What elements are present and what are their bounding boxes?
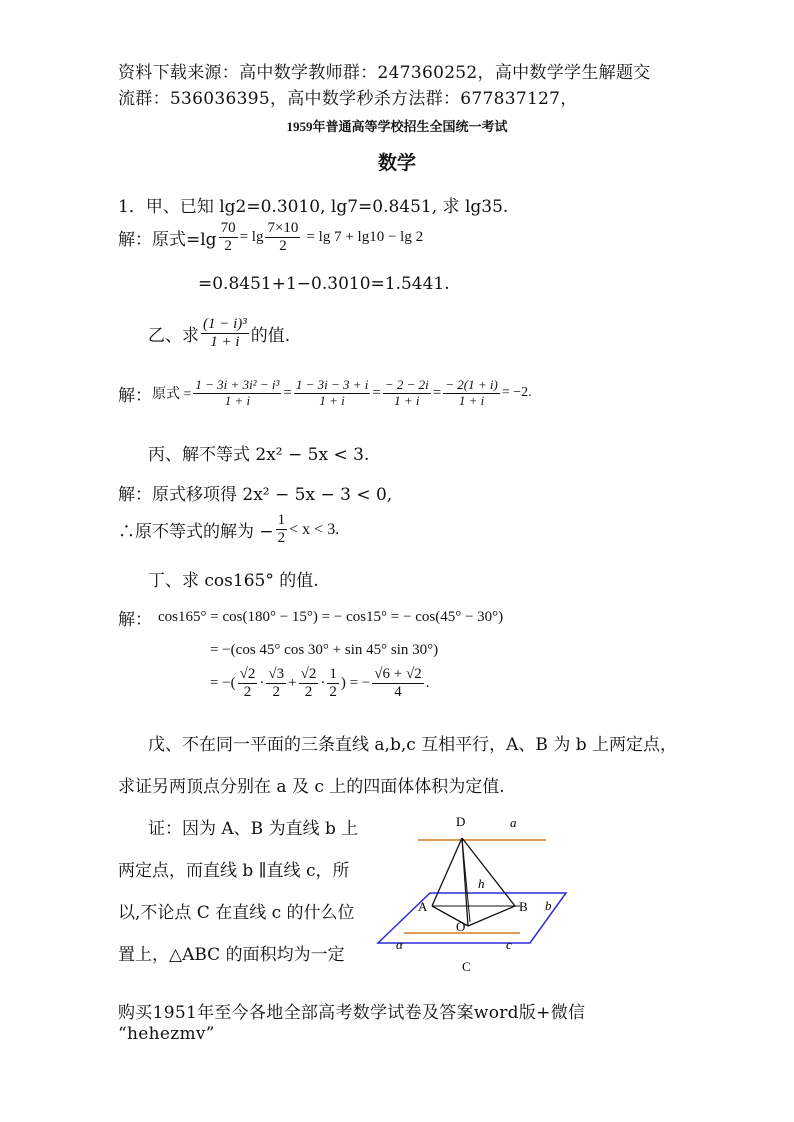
label-c: c <box>506 937 512 952</box>
label-B: B <box>519 899 528 914</box>
yi-step-2: $\frac{1 - 3i - 3 + i}{1 + i}$ <box>295 377 369 408</box>
label-a: a <box>510 815 517 830</box>
jia-fraction-2: $\frac{7\times 10}{2}$ <box>267 220 299 255</box>
label-D: D <box>456 814 466 829</box>
jia-tail: = lg 7 + lg10 − lg 2 <box>306 229 424 246</box>
q1-ding-line-1 <box>118 605 503 630</box>
solution-label: 解： <box>118 230 152 251</box>
ding-frac-s3: $\frac{√3}{2}$ <box>268 666 285 701</box>
yi-fraction: $\frac{\text{(1 − i)³}}{1 + i}$ <box>203 316 247 351</box>
height-h <box>462 838 470 922</box>
q1-ding-line-3: = −( $\frac{√2}{2}$ · $\frac{√3}{2}$ + $\frac{√2}{2}$ · $\frac{1}{2}$ ) = − $\frac{√6 + √2}{4}$ . <box>210 666 430 701</box>
yi-yuanshi: 原式 = <box>152 387 192 403</box>
yi-prefix: 乙、求 <box>148 326 199 347</box>
footer-line-2: “hehezmv” <box>118 1024 215 1044</box>
bing-conc-tail: < x < 3. <box>289 520 340 538</box>
ding-frac-half: $\frac{1}{2}$ <box>329 666 337 701</box>
label-b: b <box>545 898 552 913</box>
jia-eq-lg: = lg <box>239 229 264 246</box>
yi-step-3: $\frac{- 2 - 2i}{1 + i}$ <box>384 377 429 408</box>
edge-DB <box>462 838 515 906</box>
proof-line-2: 两定点，而直线 b ∥直线 c，所 <box>118 861 350 881</box>
proof-line-1: 证：因为 A、B 为直线 b 上 <box>148 819 359 839</box>
proof-line-3: 以,不论点 C 在直线 c 的什么位 <box>118 903 355 923</box>
yi-step-1: $\frac{\text{1 − 3i + 3i² − i³}}{1 + i}$ <box>195 377 280 408</box>
yi-step-4: $\frac{- 2(1 + i)}{1 + i}$ <box>445 377 498 408</box>
q1-ding-prompt: 丁、求 cos165° 的值. <box>148 571 319 591</box>
jia-prefix: 原式=lg <box>152 230 217 251</box>
bing-half: $\frac{1}{2}$ <box>277 512 286 547</box>
solution-label: 解： <box>118 385 152 406</box>
yi-result: = −2. <box>501 385 532 401</box>
plane-alpha <box>378 893 566 943</box>
header-line-2: 流群：536036395，高中数学秒杀方法群：677837127， <box>118 89 578 109</box>
q1-wu-line-1: 戊、不在同一平面的三条直线 a,b,c 互相平行，A、B 为 b 上两定点， <box>148 735 678 755</box>
label-h: h <box>478 876 485 891</box>
ding-frac-s2a: $\frac{√2}{2}$ <box>239 666 256 701</box>
label-A: A <box>418 899 428 914</box>
q1-jia-prompt: 1．甲、已知 lg2=0.3010, lg7=0.8451, 求 lg35. <box>118 197 509 217</box>
proof-line-4: 置上，△ABC 的面积均为一定 <box>118 945 345 965</box>
bing-sol: 原式移项得 2x² − 5x − 3 < 0, <box>152 485 393 505</box>
exam-title: 1959年普通高等学校招生全国统一考试 <box>286 119 508 134</box>
label-O: O <box>456 919 466 934</box>
q1-yi-solution: 解： 原式 = $\frac{\text{1 − 3i + 3i² − i³}}{1 + i}$ = $\frac{1 - 3i - 3 + i}{1 + i}$ = $\frac{- 2 - 2i}{1 + i}$ = $\frac{- 2(1 + i)}{1 + i}$ = −2. <box>118 377 532 408</box>
q1-wu-line-2: 求证另两顶点分别在 a 及 c 上的四面体体积为定值. <box>118 777 505 797</box>
label-C: C <box>462 959 471 974</box>
header-line-1: 资料下载来源：高中数学教师群：247360252，高中数学学生解题交 <box>118 63 651 83</box>
subject-title: 数学 <box>377 152 416 174</box>
q1-ding-line-2: = −(cos 45° cos 30° + sin 45° sin 30°) <box>210 642 439 658</box>
q1-bing-solution <box>118 480 392 505</box>
footer-line-1: 购买1951年至今各地全部高考数学试卷及答案word版+微信 <box>118 1003 586 1023</box>
jia-result: =0.8451+1−0.3010=1.5441. <box>198 274 450 294</box>
solution-label: 解： <box>118 485 152 505</box>
edge-BC <box>468 906 515 926</box>
solution-label: 解： <box>118 610 152 630</box>
ding-l1: cos165° = cos(180° − 15°) = − cos15° = − cos(45° − 30°) <box>158 609 504 625</box>
q1-jia-solution <box>118 220 423 256</box>
tetrahedron-figure <box>370 805 590 985</box>
ding-final-fraction: $\frac{√6 + √2}{4}$ <box>374 666 422 701</box>
label-alpha: α <box>396 937 403 952</box>
ding-frac-s2b: $\frac{√2}{2}$ <box>300 666 317 701</box>
bing-conc-prefix: ∴原不等式的解为 − <box>118 522 274 543</box>
q1-bing-conclusion <box>118 512 339 548</box>
q1-bing-prompt: 丙、解不等式 2x² − 5x < 3. <box>148 445 370 465</box>
yi-suffix: 的值. <box>250 326 291 347</box>
q1-yi-prompt <box>148 316 290 352</box>
jia-fraction-1: $\frac{70}{2}$ <box>220 220 236 255</box>
edge-DA <box>432 838 462 906</box>
